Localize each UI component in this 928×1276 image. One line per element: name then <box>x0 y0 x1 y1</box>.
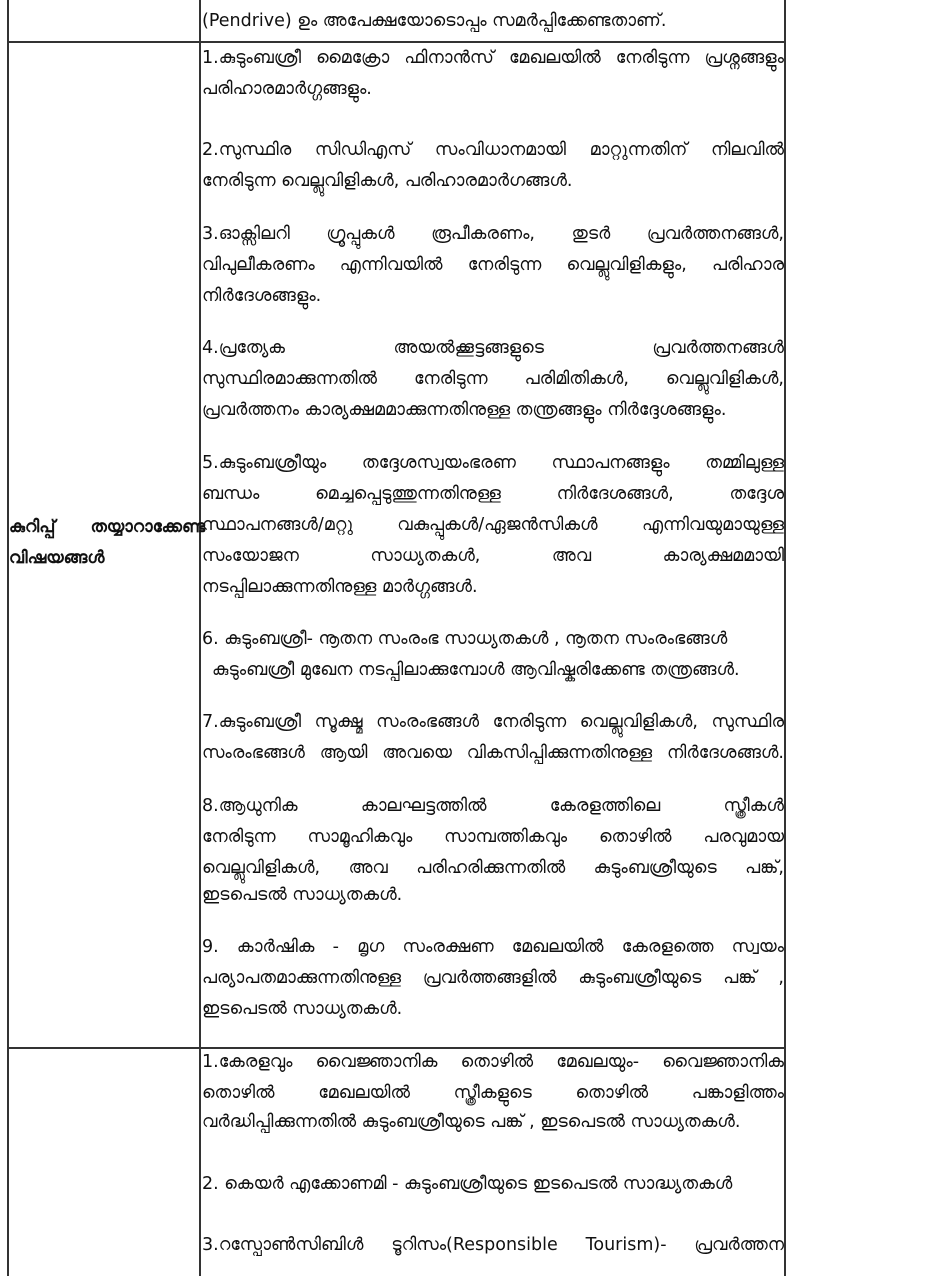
table-right-border <box>784 0 786 1276</box>
list-item-line: പരിഹാരമാർഗ്ഗങ്ങളും. <box>202 79 372 99</box>
list-item-line: 3.ഓക്സിലറി ഗ്രൂപ്പുകൾ രൂപീകരണം, തുടർ പ്രവർത്തനങ്ങൾ, <box>202 224 784 244</box>
list-item-line: വെല്ലുവിളികൾ, അവ പരിഹരിക്കുന്നതിൽ കുടുംബശ്രീയുടെ പങ്ക്, <box>202 858 784 878</box>
list-item-line: സ്ഥാപനങ്ങൾ/മറ്റു വകുപ്പുകൾ/ഏജൻസികൾ എന്നിവയുമായുള്ള <box>202 515 784 535</box>
table-left-border <box>7 0 9 1276</box>
list-item-line: ബന്ധം മെച്ചപ്പെടുത്തുന്നതിനുള്ള നിർദേശങ്ങൾ, തദ്ദേശ <box>202 484 784 504</box>
row-divider-top <box>7 41 786 43</box>
row-divider-middle <box>7 1047 786 1049</box>
list-item-line: 3.റസ്പോൺസിബിൾ ടൂറിസം(Responsible Tourism)- പ്രവർത്തന <box>202 1235 784 1255</box>
list-item-line: സുസ്ഥിരമാക്കുന്നതിൽ നേരിടുന്ന പരിമിതികൾ, വെല്ലുവിളികൾ, <box>202 369 784 389</box>
list-item-line: 1.കുടുംബശ്രീ മൈക്രോ ഫിനാൻസ് മേഖലയിൽ നേരിടുന്ന പ്രശ്നങ്ങളും <box>202 48 784 68</box>
list-item-line: 1.കേരളവും വൈജ്ഞാനിക തൊഴിൽ മേഖലയും- വൈജ്ഞാനിക <box>202 1052 784 1072</box>
list-item-line: 4.പ്രത്യേക അയൽക്കൂട്ടങ്ങളുടെ പ്രവർത്തനങ്ങൾ <box>202 338 784 358</box>
section-label-line1: കുറിപ്പ് തയ്യാറാക്കേണ്ട <box>9 517 205 537</box>
list-item-line: സംരംഭങ്ങൾ ആയി അവയെ വികസിപ്പിക്കുന്നതിനുള്ള നിർദേശങ്ങൾ. <box>202 743 784 763</box>
list-item-line: 2.സുസ്ഥിര സിഡിഎസ് സംവിധാനമായി മാറ്റുന്നതിന് നിലവിൽ <box>202 140 784 160</box>
list-item-line: നേരിടുന്ന വെല്ലുവിളികൾ, പരിഹാരമാർഗങ്ങൾ. <box>202 171 573 191</box>
list-item-line: വിപുലീകരണം എന്നിവയിൽ നേരിടുന്ന വെല്ലുവിളികളും, പരിഹാര <box>202 255 784 275</box>
list-item-line: നടപ്പിലാക്കുന്നതിനുള്ള മാർഗ്ഗങ്ങൾ. <box>202 577 478 597</box>
table-column-divider <box>199 0 201 1276</box>
list-item-line: 9. കാർഷിക - മൃഗ സംരക്ഷണ മേഖലയിൽ കേരളത്തെ സ്വയം <box>202 937 784 957</box>
list-item-line: 8.ആധുനിക കാലഘട്ടത്തിൽ കേരളത്തിലെ സ്ത്രീകൾ <box>202 796 784 816</box>
list-item-line: കുടുംബശ്രീ മുഖേന നടപ്പിലാക്കുമ്പോൾ ആവിഷ്കരിക്കേണ്ട തന്ത്രങ്ങൾ. <box>212 660 740 680</box>
list-item-line: നിർദേശങ്ങളും. <box>202 286 322 306</box>
list-item-line: 5.കുടുംബശ്രീയും തദ്ദേശസ്വയംഭരണ സ്ഥാപനങ്ങളും തമ്മിലുള്ള <box>202 453 784 473</box>
section-label-line2: വിഷയങ്ങൾ <box>9 548 105 568</box>
list-item-line: സംയോജന സാധ്യതകൾ, അവ കാര്യക്ഷമമായി <box>202 546 784 566</box>
list-item-line: നേരിടുന്ന സാമൂഹികവും സാമ്പത്തികവും തൊഴിൽ പരവുമായ <box>202 827 784 847</box>
list-item-line: ഇടപെടൽ സാധ്യതകൾ. <box>202 999 403 1019</box>
list-item-line: 7.കുടുംബശ്രീ സൂക്ഷ്മ സംരംഭങ്ങൾ നേരിടുന്ന വെല്ലുവിളികൾ, സുസ്ഥിര <box>202 712 784 732</box>
list-item-line: വർദ്ധിപ്പിക്കുന്നതിൽ കുടുംബശ്രീയുടെ പങ്ക് , ഇടപെടൽ സാധ്യതകൾ. <box>202 1112 741 1132</box>
list-item-line: 6. കുടുംബശ്രീ- നൂതന സംരംഭ സാധ്യതകൾ , നൂതന സംരംഭങ്ങൾ <box>202 629 728 649</box>
list-item-line: ഇടപെടൽ സാധ്യതകൾ. <box>202 885 403 905</box>
list-item-line: തൊഴിൽ മേഖലയിൽ സ്ത്രീകളുടെ തൊഴിൽ പങ്കാളിത്തം <box>202 1083 784 1103</box>
list-item-line: പര്യാപതമാക്കുന്നതിനുള്ള പ്രവർത്തങ്ങളിൽ കുടുംബശ്രീയുടെ പങ്ക് , <box>202 968 784 988</box>
list-item-line: പ്രവർത്തനം കാര്യക്ഷമമാക്കുന്നതിനുള്ള തന്ത്രങ്ങളും നിർദ്ദേശങ്ങളും. <box>202 400 727 420</box>
list-item-line: 2. കെയർ എക്കോണമി - കുടുംബശ്രീയുടെ ഇടപെടൽ സാദ്ധ്യതകൾ <box>202 1174 733 1194</box>
top-row-text: (Pendrive) ഉം അപേക്ഷയോടൊപ്പം സമർപ്പിക്കേണ്ടതാണ്. <box>202 11 667 31</box>
